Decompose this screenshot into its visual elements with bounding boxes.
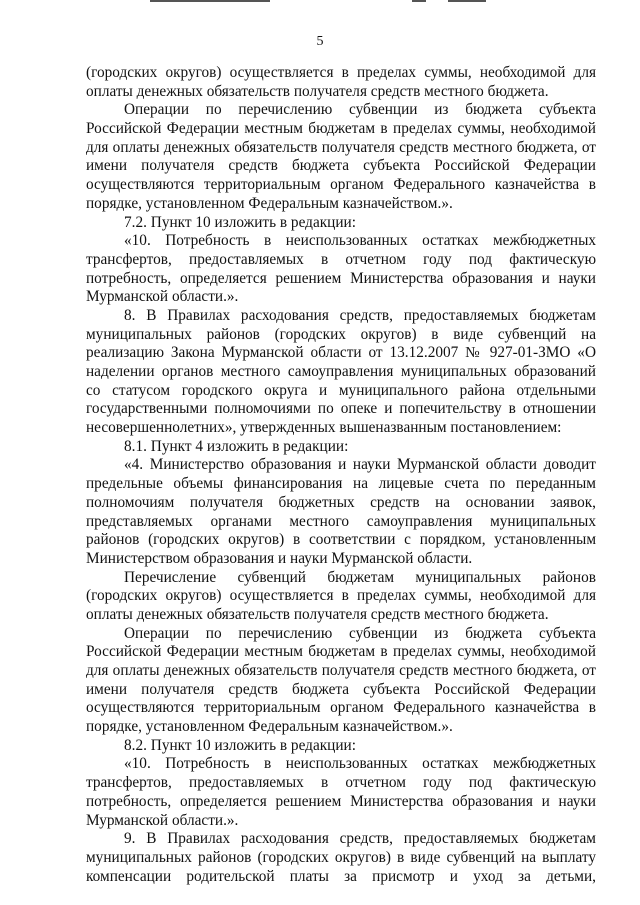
text-line: 8.2. Пункт 10 изложить в редакции:	[124, 736, 356, 754]
page-number: 5	[316, 34, 324, 49]
text-line: Перечисление субвенций бюджетам муниципальных районов	[124, 568, 596, 586]
text-line: 8. В Правилах расходования средств, предоставляемых бюджетам	[124, 306, 596, 324]
scan-artifact-line	[448, 0, 486, 2]
text-line: муниципальных районов (городских округов) в виде субвенций на	[86, 325, 596, 343]
text-line: имени получателя средств бюджета субъекта Российской Федерации	[86, 680, 596, 698]
text-line: Операции по перечислению субвенции из бюджета субъекта	[124, 624, 596, 642]
text-line: Мурманской области.».	[86, 288, 239, 306]
text-line: Министерством образования и науки Мурманской области.	[86, 549, 473, 567]
text-line: представляемых органами местного самоуправления муниципальных	[86, 512, 596, 530]
text-line: трансфертов, предоставляемых в отчетном году под фактическую	[86, 250, 596, 268]
text-line: оплаты денежных обязательств получателя средств местного бюджета.	[86, 82, 549, 100]
text-line: несовершеннолетних», утвержденных вышеназванным постановлением:	[86, 419, 562, 437]
text-line: «10. Потребность в неиспользованных остатках межбюджетных	[124, 755, 596, 773]
text-line: «4. Министерство образования и науки Мурманской области доводит	[124, 456, 596, 474]
scan-artifact-line	[412, 0, 426, 2]
text-line: (городских округов) осуществляется в пределах суммы, необходимой для	[86, 587, 596, 605]
text-line: государственными полномочиями по опеке и попечительству в отношении	[86, 400, 596, 418]
text-line: муниципальных районов (городских округов) в виде субвенций на выплату	[86, 848, 596, 866]
text-line: (городских округов) осуществляется в пределах суммы, необходимой для	[86, 64, 596, 81]
text-line: 7.2. Пункт 10 изложить в редакции:	[124, 213, 356, 231]
text-line: полномочиям получателя бюджетных средств на основании заявок,	[86, 493, 596, 511]
text-line: имени получателя средств бюджета субъекта Российской Федерации	[86, 157, 596, 175]
text-line: потребность, определяется решением Министерства образования и науки	[86, 792, 596, 810]
text-line: «10. Потребность в неиспользованных остатках межбюджетных	[124, 232, 596, 250]
text-line: трансфертов, предоставляемых в отчетном году под фактическую	[86, 774, 596, 792]
text-line: 9. В Правилах расходования средств, предоставляемых бюджетам	[124, 830, 596, 848]
text-line: наделении органов местного самоуправления муниципальных образований	[86, 363, 596, 380]
text-line: реализацию Закона Мурманской области от 13.12.2007 № 927-01-ЗМО «О	[86, 344, 596, 362]
text-line: 8.1. Пункт 4 изложить в редакции:	[124, 437, 349, 455]
text-line: компенсации родительской платы за присмотр и уход за детьми,	[86, 867, 596, 885]
text-line: Операции по перечислению субвенции из бюджета субъекта	[124, 101, 596, 119]
text-line: Мурманской области.».	[86, 811, 239, 829]
text-line: потребность, определяется решением Министерства образования и науки	[86, 269, 596, 287]
text-line: осуществляются территориальным органом Федерального казначейства в	[86, 176, 596, 194]
text-line: порядке, установленном Федеральным казначейством.».	[86, 718, 453, 736]
text-line: районов (городских округов) в соответствии с порядком, установленным	[86, 531, 596, 549]
scan-artifact-line	[150, 0, 270, 2]
text-line: Российской Федерации местным бюджетам в пределах суммы, необходимой	[86, 643, 596, 661]
text-line: оплаты денежных обязательств получателя средств местного бюджета.	[86, 605, 549, 623]
text-line: для оплаты денежных обязательств получателя средств местного бюджета, от	[86, 138, 596, 156]
text-line: предельные объемы финансирования на лицевые счета по переданным	[86, 475, 596, 493]
text-line: Российской Федерации местным бюджетам в пределах суммы, необходимой	[86, 120, 596, 138]
text-line: со статусом городского округа и муниципального района отдельными	[86, 381, 596, 399]
text-line: осуществляются территориальным органом Федерального казначейства в	[86, 699, 596, 717]
document-body	[86, 64, 596, 886]
text-line: порядке, установленном Федеральным казначейством.».	[86, 194, 453, 212]
text-line: для оплаты денежных обязательств получателя средств местного бюджета, от	[86, 662, 596, 679]
